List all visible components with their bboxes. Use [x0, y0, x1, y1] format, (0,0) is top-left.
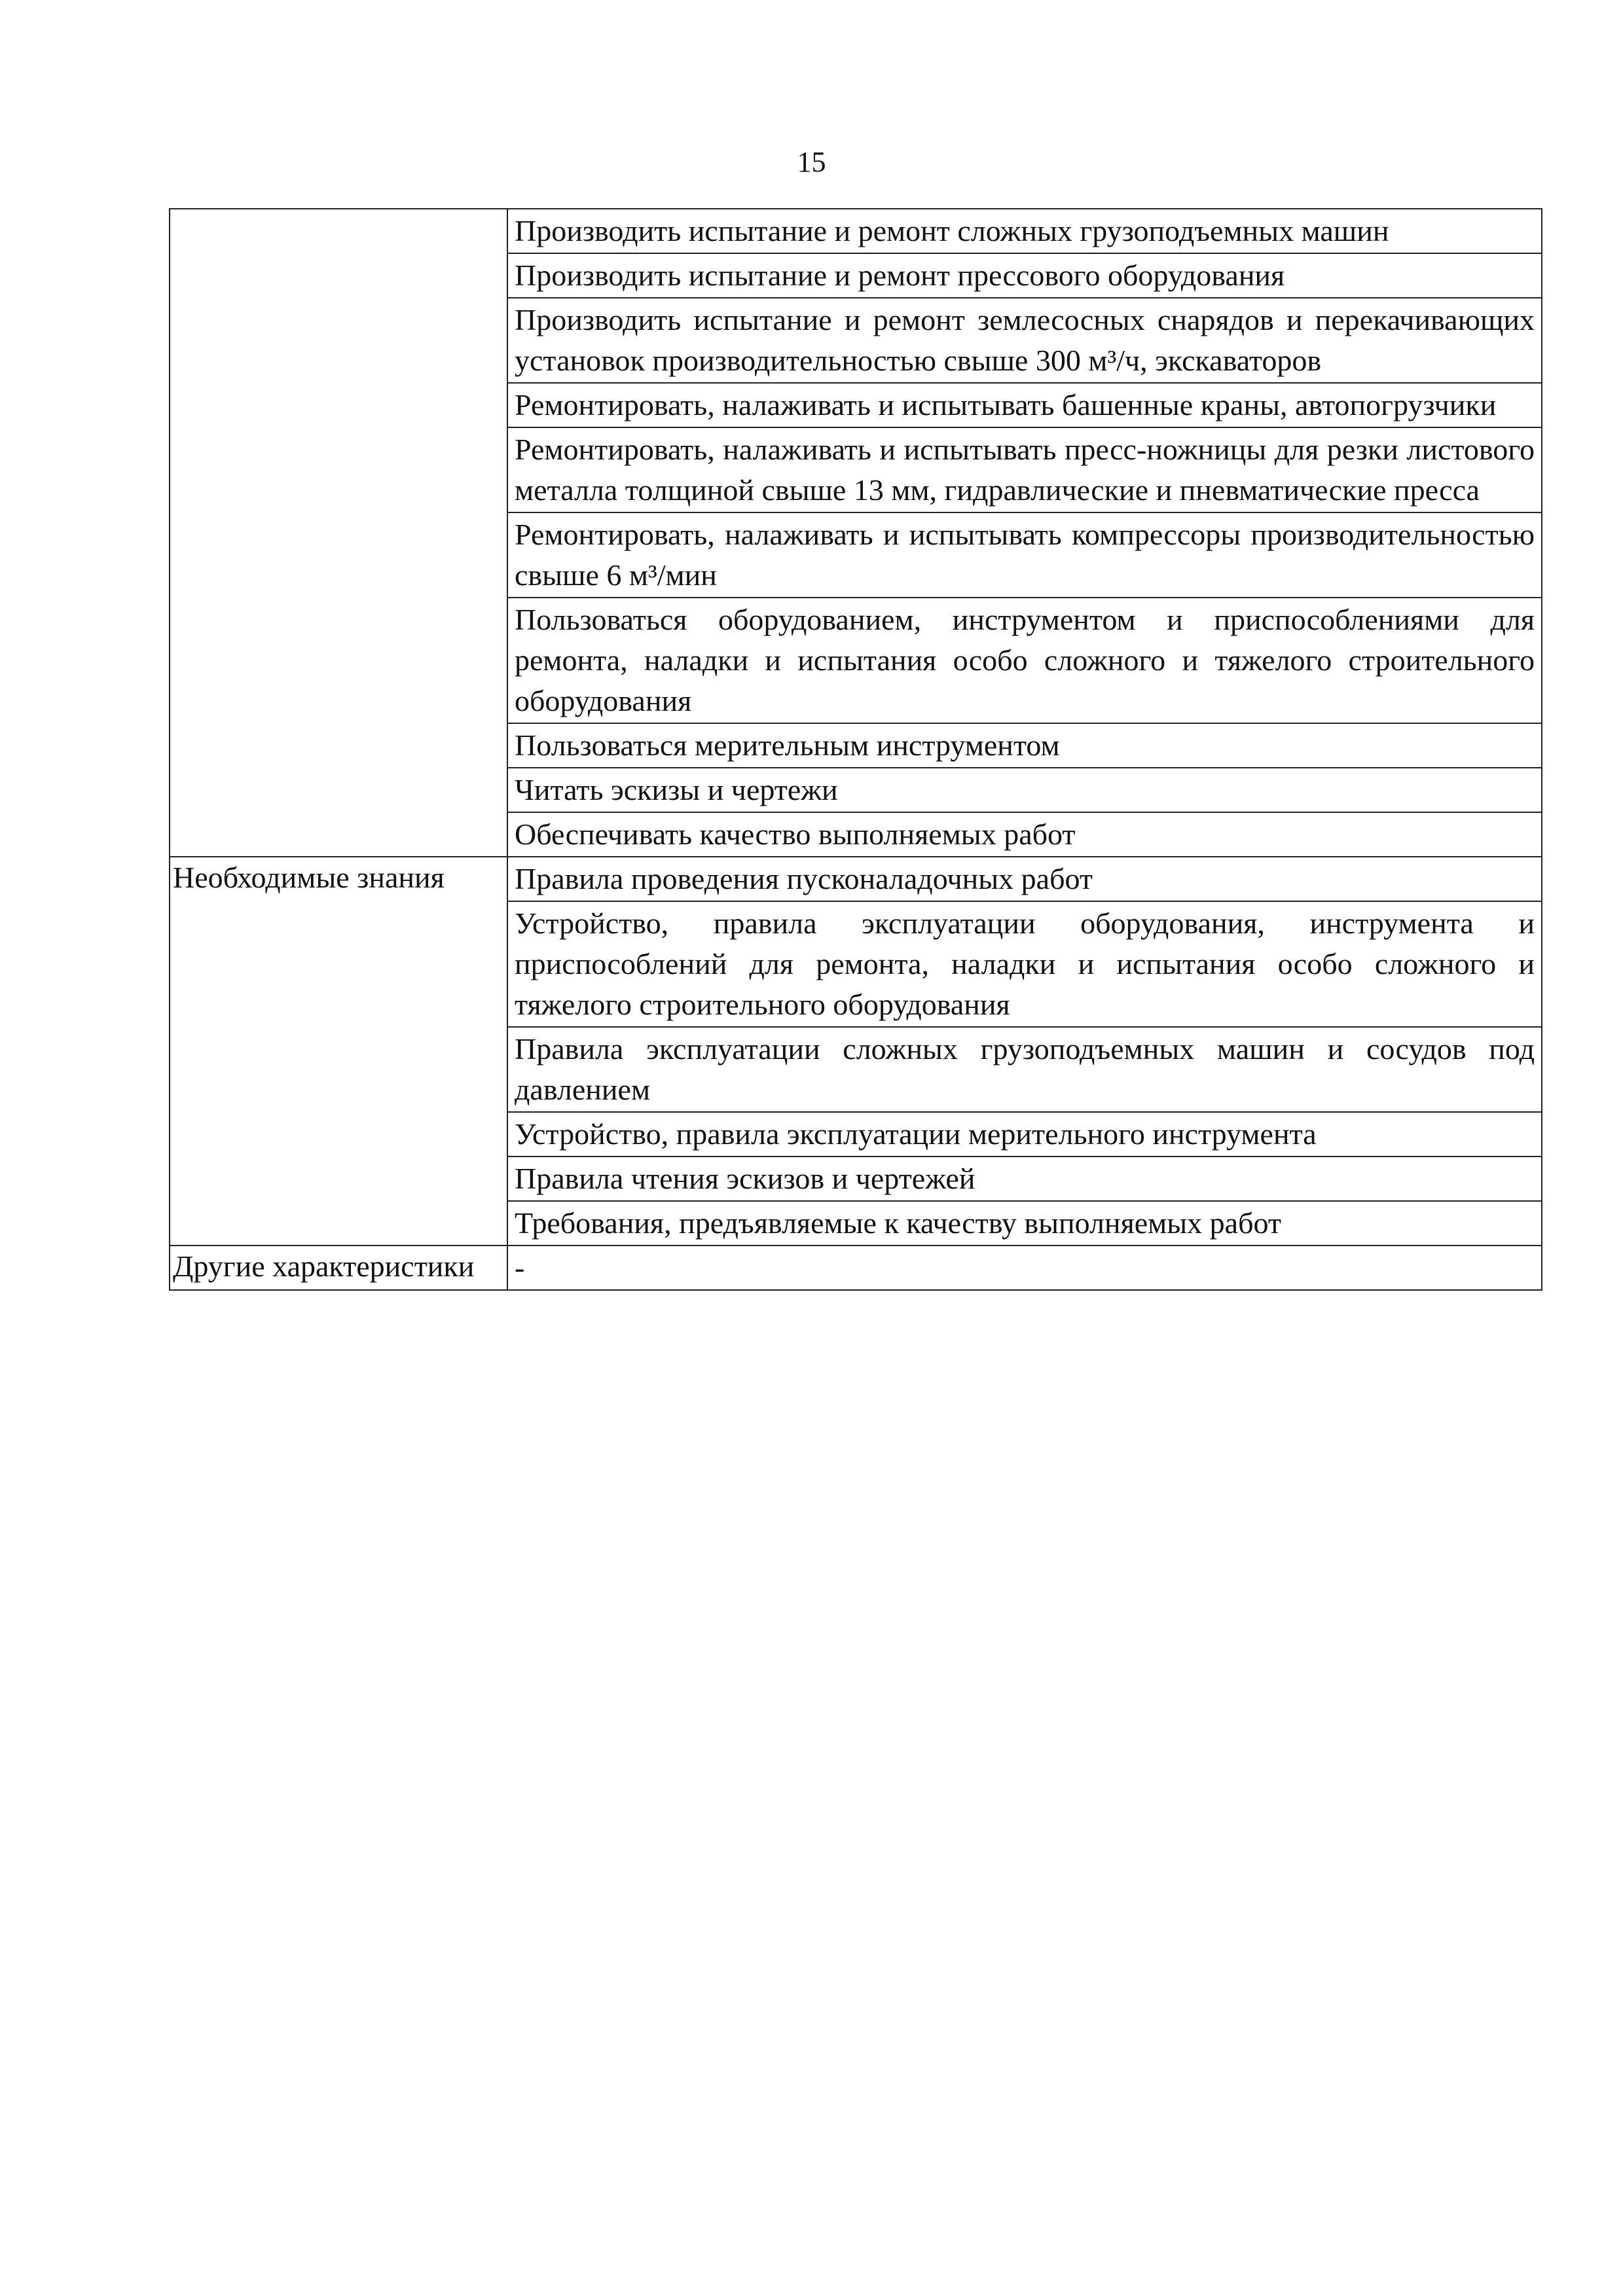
knowledge-item: Правила чтения эскизов и чертежей	[507, 1157, 1542, 1201]
knowledge-item: Правила эксплуатации сложных грузоподъемных машин и сосудов под давлением	[507, 1027, 1542, 1112]
table-row	[170, 1246, 1542, 1290]
table-row	[170, 209, 1542, 253]
knowledge-item: Правила проведения пусконаладочных работ	[507, 857, 1542, 901]
skill-item: Читать эскизы и чертежи	[507, 768, 1542, 812]
skill-item: Производить испытание и ремонт сложных грузоподъемных машин	[507, 209, 1542, 253]
page-number: 15	[797, 146, 826, 178]
knowledge-label: Необходимые знания	[170, 857, 507, 1246]
qualification-table	[169, 208, 1542, 1291]
skill-item: Производить испытание и ремонт землесосных снарядов и перекачивающих установок производительностью свыше 300 м³/ч, экскаваторов	[507, 298, 1542, 383]
skill-item: Пользоваться оборудованием, инструментом и приспособлениями для ремонта, наладки и испытания особо сложного и тяжелого строительного оборудования	[507, 598, 1542, 723]
skill-item: Обеспечивать качество выполняемых работ	[507, 812, 1542, 857]
skill-item: Ремонтировать, налаживать и испытывать компрессоры производительностью свыше 6 м³/мин	[507, 512, 1542, 598]
skill-item: Пользоваться мерительным инструментом	[507, 723, 1542, 768]
other-value: -	[507, 1246, 1542, 1290]
skill-item: Производить испытание и ремонт прессового оборудования	[507, 253, 1542, 298]
knowledge-item: Устройство, правила эксплуатации мерительного инструмента	[507, 1112, 1542, 1157]
knowledge-item: Устройство, правила эксплуатации оборудования, инструмента и приспособлений для ремонта, наладки и испытания особо сложного и тяжелого строительного оборудования	[507, 901, 1542, 1027]
knowledge-item: Требования, предъявляемые к качеству выполняемых работ	[507, 1201, 1542, 1246]
skill-item: Ремонтировать, налаживать и испытывать пресс-ножницы для резки листового металла толщиной свыше 13 мм, гидравлические и пневматические пресса	[507, 427, 1542, 512]
other-label: Другие характеристики	[170, 1246, 507, 1290]
skill-item: Ремонтировать, налаживать и испытывать башенные краны, автопогрузчики	[507, 383, 1542, 427]
skills-label-cell	[170, 209, 507, 857]
table-row	[170, 857, 1542, 901]
